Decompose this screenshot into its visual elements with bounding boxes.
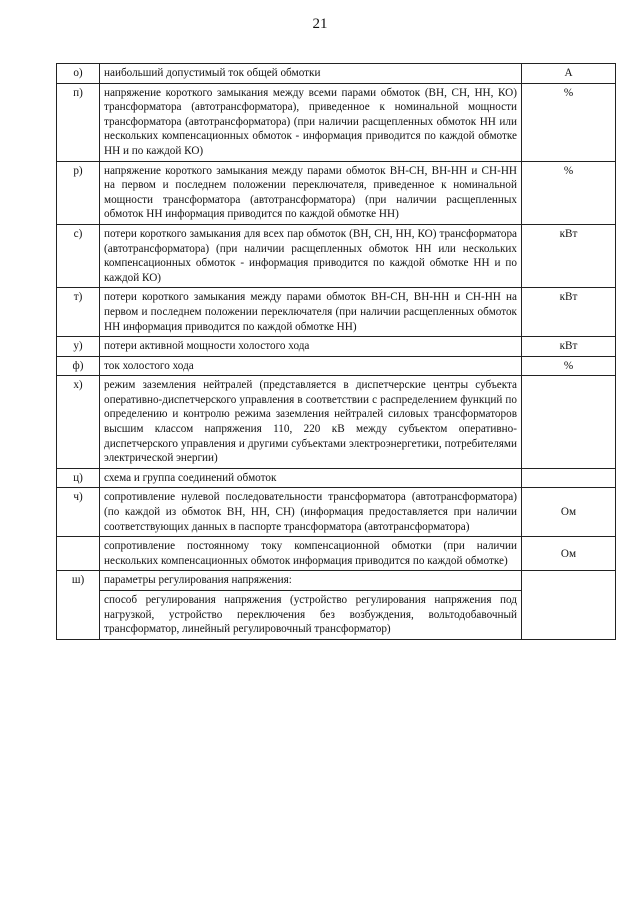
table-row — [57, 288, 616, 337]
row-unit: А — [522, 64, 616, 84]
row-letter: у) — [57, 337, 100, 357]
row-text: потери короткого замыкания для всех пар обмоток (ВН, СН, НН, КО) трансформатора (автотрансформатора) (при наличии расщепленных обмоток НН или нескольких компенсационных обмоток - информация приводится по каждой обмотке НН и по каждой КО) — [100, 224, 522, 287]
row-unit — [522, 376, 616, 469]
row-text: потери короткого замыкания между парами обмоток ВН-СН, ВН-НН и СН-НН на первом и последнем положении переключателя (при наличии расщепленных обмоток НН информация приводится по каждой обмотке НН) — [100, 288, 522, 337]
row-letter — [57, 591, 100, 640]
row-letter: о) — [57, 64, 100, 84]
row-letter: ш) — [57, 571, 100, 591]
table-row — [57, 337, 616, 357]
row-unit — [522, 571, 616, 591]
row-letter: р) — [57, 161, 100, 224]
row-text: схема и группа соединений обмоток — [100, 468, 522, 488]
row-unit: % — [522, 161, 616, 224]
table-row — [57, 224, 616, 287]
row-unit — [522, 591, 616, 640]
table-row — [57, 591, 616, 640]
row-text: наибольший допустимый ток общей обмотки — [100, 64, 522, 84]
row-letter — [57, 537, 100, 571]
row-unit: Ом — [522, 488, 616, 537]
table-row — [57, 376, 616, 469]
row-text: способ регулирования напряжения (устройство регулирования напряжения под нагрузкой, устройство переключения без возбуждения, вольтодобавочный трансформатор, линейный регулировочный трансформатор) — [100, 591, 522, 640]
row-letter: ч) — [57, 488, 100, 537]
row-text: сопротивление постоянному току компенсационной обмотки (при наличии нескольких компенсационных обмоток информация приводится по каждой обмотке) — [100, 537, 522, 571]
row-text: потери активной мощности холостого хода — [100, 337, 522, 357]
row-unit — [522, 468, 616, 488]
row-unit: кВт — [522, 337, 616, 357]
row-letter: ф) — [57, 356, 100, 376]
row-letter: с) — [57, 224, 100, 287]
row-letter: п) — [57, 83, 100, 161]
row-text: режим заземления нейтралей (представляется в диспетчерские центры субъекта оперативно-диспетчерского управления в соответствии с распределением функций по определению и контролю режима заземления нейтралей силовых трансформаторов высшим классом напряжения 110, 220 кВ между субъектом оперативно-диспетчерского управления и другими субъектами электроэнергетики, потребителями электрической энергии) — [100, 376, 522, 469]
row-unit: % — [522, 356, 616, 376]
row-letter: х) — [57, 376, 100, 469]
table-row — [57, 571, 616, 591]
row-unit: кВт — [522, 288, 616, 337]
row-text: ток холостого хода — [100, 356, 522, 376]
table-row — [57, 468, 616, 488]
row-text: сопротивление нулевой последовательности трансформатора (автотрансформатора) (по каждой из обмоток ВН, НН, СН) (информация предоставляется при наличии соответствующих данных в паспорте трансформатора (автотрансформатора) — [100, 488, 522, 537]
table-row — [57, 161, 616, 224]
row-text: напряжение короткого замыкания между парами обмоток ВН-СН, ВН-НН и СН-НН на первом и последнем положении переключателя, приведенное к номинальной мощности трансформатора (автотрансформатора) (при наличии расщепленных обмоток НН информация приводится по каждой обмотке НН) — [100, 161, 522, 224]
row-letter: ц) — [57, 468, 100, 488]
row-letter: т) — [57, 288, 100, 337]
row-text: напряжение короткого замыкания между всеми парами обмоток (ВН, СН, НН, КО) трансформатора (автотрансформатора), приведенное к номинальной мощности трансформатора (автотрансформатора) (при наличии расщепленных обмоток НН или нескольких компенсационных обмоток - информация приводится по каждой обмотке НН и по каждой КО) — [100, 83, 522, 161]
row-text: параметры регулирования напряжения: — [100, 571, 522, 591]
page-number: 21 — [312, 16, 328, 32]
table-row — [57, 83, 616, 161]
row-unit: кВт — [522, 224, 616, 287]
table-row — [57, 64, 616, 84]
table-row — [57, 537, 616, 571]
row-unit: % — [522, 83, 616, 161]
parameters-table — [56, 63, 616, 640]
row-unit: Ом — [522, 537, 616, 571]
table-row — [57, 356, 616, 376]
table-row — [57, 488, 616, 537]
